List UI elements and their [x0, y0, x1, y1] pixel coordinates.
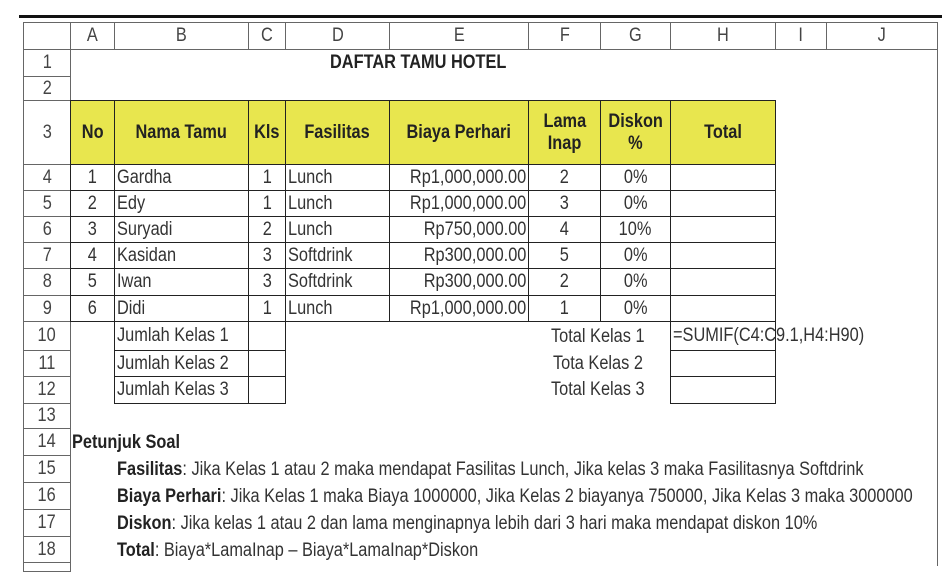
- cell-fasilitas[interactable]: Softdrink: [285, 242, 390, 269]
- instruction-key: Diskon: [117, 513, 172, 534]
- cell-biaya[interactable]: Rp1,000,000.00: [389, 190, 529, 217]
- row-label: 14: [37, 431, 57, 452]
- row-header-13[interactable]: [23, 403, 71, 429]
- column-label: E: [453, 25, 465, 46]
- cell-nama-tamu[interactable]: Kasidan: [114, 242, 249, 269]
- header-lama-inap[interactable]: Lama Inap: [528, 100, 601, 165]
- column-header-j[interactable]: [826, 22, 938, 50]
- row-header-18[interactable]: [23, 536, 71, 563]
- column-label: G: [629, 25, 642, 46]
- instructions-heading: Petunjuk Soal: [72, 432, 181, 453]
- row-label: 18: [37, 538, 57, 560]
- column-header-f[interactable]: [528, 22, 601, 50]
- jumlah-kelas-1-value[interactable]: [248, 321, 286, 351]
- cell-kls[interactable]: 1: [248, 164, 286, 191]
- cell-biaya[interactable]: Rp1,000,000.00: [389, 295, 529, 322]
- cell-diskon[interactable]: 0%: [600, 164, 671, 191]
- cell-total[interactable]: [670, 190, 776, 217]
- sheet-title: DAFTAR TAMU HOTEL: [330, 52, 507, 73]
- row-header-3[interactable]: [23, 100, 71, 165]
- row-label: 5: [42, 192, 52, 214]
- instruction-fasilitas: [117, 459, 942, 481]
- column-header-d[interactable]: [285, 22, 390, 50]
- cell-nama-tamu[interactable]: Iwan: [114, 268, 249, 296]
- row-header-1[interactable]: [23, 49, 71, 77]
- row-header-9[interactable]: [23, 295, 71, 322]
- row-label: 8: [42, 271, 52, 292]
- jumlah-kelas-2-label[interactable]: Jumlah Kelas 2: [114, 350, 249, 377]
- column-header-e[interactable]: [389, 22, 529, 50]
- row-label: 6: [42, 218, 52, 240]
- cell-total[interactable]: [670, 164, 776, 191]
- cell-nama-tamu[interactable]: Gardha: [114, 164, 249, 191]
- column-label: B: [176, 25, 187, 46]
- cell-lama-inap[interactable]: 1: [528, 295, 601, 322]
- row-label: 7: [42, 244, 52, 266]
- cell-total[interactable]: [670, 295, 776, 322]
- instruction-text: : Jika Kelas 1 atau 2 maka mendapat Fasilitas Lunch, Jika kelas 3 maka Fasilitasnya Softdrink: [182, 459, 864, 480]
- column-header-h[interactable]: [670, 22, 776, 50]
- jumlah-kelas-3-value[interactable]: [248, 376, 286, 404]
- row-label: 1: [42, 52, 52, 73]
- row-header-11[interactable]: [23, 350, 71, 377]
- cell-no[interactable]: 1: [70, 164, 115, 191]
- cell-biaya[interactable]: Rp300,000.00: [389, 242, 529, 269]
- row-label: 3: [42, 121, 52, 143]
- total-kelas-3-cell[interactable]: [670, 376, 776, 404]
- header-fasilitas[interactable]: Fasilitas: [285, 100, 390, 165]
- cell-kls[interactable]: 3: [248, 268, 286, 296]
- total-kelas-1-formula-cell[interactable]: =SUMIF(C4:C9.1,H4:H90): [670, 321, 776, 351]
- jumlah-kelas-1-label[interactable]: Jumlah Kelas 1: [114, 321, 249, 351]
- instruction-text: : Biaya*LamaInap – Biaya*LamaInap*Diskon: [154, 540, 479, 561]
- column-header-i[interactable]: [775, 22, 827, 50]
- cell-fasilitas[interactable]: Softdrink: [285, 268, 390, 296]
- cell-fasilitas[interactable]: Lunch: [285, 190, 390, 217]
- cell-diskon[interactable]: 10%: [600, 216, 671, 243]
- cell-kls[interactable]: 1: [248, 295, 286, 322]
- row-label: 11: [38, 352, 56, 374]
- row-label: 9: [42, 297, 52, 319]
- header-total[interactable]: Total: [670, 100, 776, 165]
- row-label: 13: [37, 405, 57, 426]
- instruction-key: Fasilitas: [117, 459, 183, 480]
- row-header-4[interactable]: [23, 164, 71, 191]
- total-kelas-2-label: Tota Kelas 2: [553, 353, 643, 374]
- row-label: 16: [37, 485, 57, 506]
- cell-lama-inap[interactable]: 4: [528, 216, 601, 243]
- column-header-b[interactable]: [114, 22, 249, 50]
- top-border-line: [19, 15, 942, 18]
- row-header-14[interactable]: [23, 428, 71, 456]
- cell-nama-tamu[interactable]: Suryadi: [114, 216, 249, 243]
- row-header-7[interactable]: [23, 242, 71, 269]
- cell-nama-tamu[interactable]: Didi: [114, 295, 249, 322]
- row-label: 2: [42, 77, 52, 99]
- cell-kls[interactable]: 2: [248, 216, 286, 243]
- row-label: 12: [37, 379, 57, 400]
- cell-kls[interactable]: 1: [248, 190, 286, 217]
- header-kls[interactable]: Kls: [248, 100, 286, 165]
- header-no[interactable]: No: [70, 100, 115, 165]
- cell-diskon[interactable]: 0%: [600, 295, 671, 322]
- cell-total[interactable]: [670, 268, 776, 296]
- cell-diskon[interactable]: 0%: [600, 242, 671, 269]
- row-header-2[interactable]: [23, 76, 71, 101]
- cell-biaya[interactable]: Rp1,000,000.00: [389, 164, 529, 191]
- cell-kls[interactable]: 3: [248, 242, 286, 269]
- column-label: F: [559, 25, 570, 46]
- cell-lama-inap[interactable]: 2: [528, 164, 601, 191]
- cell-fasilitas[interactable]: Lunch: [285, 216, 390, 243]
- instruction-total: [117, 540, 537, 562]
- column-label: D: [331, 25, 344, 46]
- column-label: I: [798, 25, 804, 46]
- header-biaya-perhari[interactable]: Biaya Perhari: [389, 100, 529, 165]
- cell-no[interactable]: 3: [70, 216, 115, 243]
- cell-lama-inap[interactable]: 5: [528, 242, 601, 269]
- cell-no[interactable]: 6: [70, 295, 115, 322]
- row-label: 10: [37, 325, 57, 346]
- column-header-a[interactable]: [70, 22, 115, 50]
- column-label: J: [877, 25, 887, 46]
- instruction-key: Total: [117, 540, 155, 561]
- cell-lama-inap[interactable]: 3: [528, 190, 601, 217]
- cell-fasilitas[interactable]: Lunch: [285, 164, 390, 191]
- instruction-key: Biaya Perhari: [117, 486, 222, 507]
- cell-no[interactable]: 2: [70, 190, 115, 217]
- row-label: 15: [37, 458, 57, 479]
- cell-no[interactable]: 4: [70, 242, 115, 269]
- column-label: A: [87, 25, 98, 46]
- row-label: 4: [42, 166, 52, 188]
- row-header-6[interactable]: [23, 216, 71, 243]
- column-header-c[interactable]: [248, 22, 286, 50]
- row-header-15[interactable]: [23, 455, 71, 483]
- cell-no[interactable]: 5: [70, 268, 115, 296]
- cell-nama-tamu[interactable]: Edy: [114, 190, 249, 217]
- cell-total[interactable]: [670, 216, 776, 243]
- instruction-text: : Jika Kelas 1 maka Biaya 1000000, Jika Kelas 2 biayanya 750000, Jika Kelas 3 maka 3000000: [221, 486, 913, 507]
- column-label: H: [717, 25, 729, 46]
- row-header-12[interactable]: [23, 376, 71, 404]
- row-header-8[interactable]: [23, 268, 71, 296]
- cell-diskon[interactable]: 0%: [600, 190, 671, 217]
- row-label: 17: [37, 512, 57, 533]
- jumlah-kelas-2-value[interactable]: [248, 350, 286, 377]
- cell-total[interactable]: [670, 242, 776, 269]
- total-kelas-1-label: Total Kelas 1: [551, 326, 645, 347]
- total-kelas-3-label: Total Kelas 3: [551, 379, 645, 400]
- row-header-17[interactable]: [23, 509, 71, 537]
- total-kelas-2-cell[interactable]: [670, 350, 776, 377]
- row-header-16[interactable]: [23, 482, 71, 510]
- row-header-10[interactable]: [23, 321, 71, 351]
- instruction-text: : Jika kelas 1 atau 2 dan lama menginapnya lebih dari 3 hari maka mendapat diskon 10%: [171, 513, 818, 534]
- column-label: C: [261, 25, 273, 46]
- cell-diskon[interactable]: 0%: [600, 268, 671, 296]
- cell-biaya[interactable]: Rp300,000.00: [389, 268, 529, 296]
- cell-biaya[interactable]: Rp750,000.00: [389, 216, 529, 243]
- sheet-right-border: [937, 22, 938, 566]
- instruction-biaya-perhari: [117, 486, 942, 508]
- row-header-19[interactable]: [23, 562, 71, 572]
- cell-lama-inap[interactable]: 2: [528, 268, 601, 296]
- header-diskon[interactable]: Diskon %: [600, 100, 671, 165]
- instruction-diskon: [117, 513, 931, 535]
- select-all-corner[interactable]: [23, 22, 71, 50]
- row-header-5[interactable]: [23, 190, 71, 217]
- jumlah-kelas-3-label[interactable]: Jumlah Kelas 3: [114, 376, 249, 404]
- column-header-g[interactable]: [600, 22, 671, 50]
- cell-fasilitas[interactable]: Lunch: [285, 295, 390, 322]
- header-nama-tamu[interactable]: Nama Tamu: [114, 100, 249, 165]
